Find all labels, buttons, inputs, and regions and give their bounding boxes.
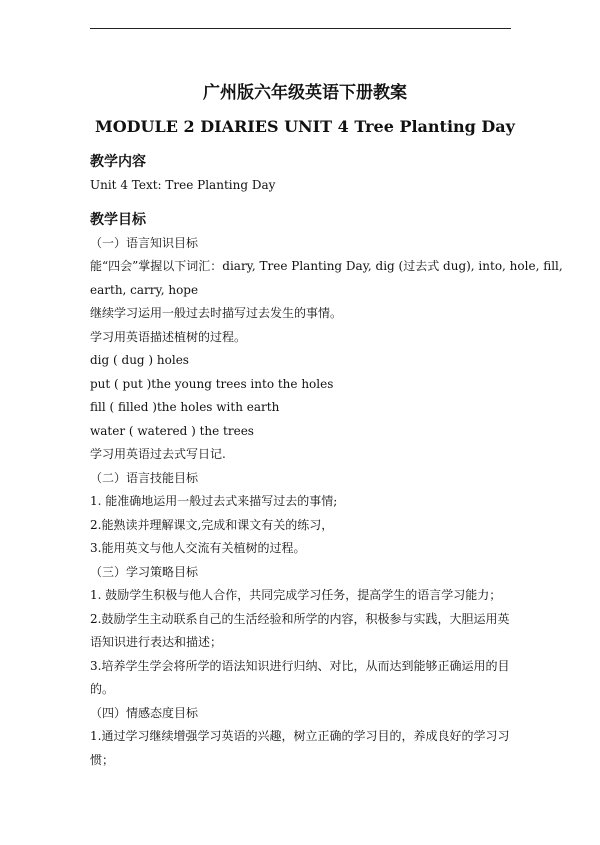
subsection-label-skills: （二）语言技能目标 (90, 470, 199, 485)
subsection-label-attitude: （四）情感态度目标 (90, 705, 199, 720)
subsection-label-strategy: （三）学习策略目标 (90, 564, 199, 579)
text-line: fill ( filled )the holes with earth (90, 400, 280, 414)
header-rule (90, 28, 511, 29)
section-text-content: Unit 4 Text: Tree Planting Day (90, 178, 276, 192)
subsection-label-knowledge: （一）语言知识目标 (90, 235, 199, 250)
section-heading-objectives: 教学目标 (90, 211, 146, 228)
section-heading-content: 教学内容 (90, 154, 146, 170)
text-line: 2.鼓励学生主动联系自己的生活经验和所学的内容，积极参与实践，大胆运用英 (90, 611, 510, 626)
text-line: 语知识进行表达和描述； (90, 635, 223, 649)
text-line: 2.能熟读并理解课文,完成和课文有关的练习， (90, 517, 334, 532)
text-line: 1. 鼓励学生积极与他人合作，共同完成学习任务，提高学生的语言学习能力； (90, 588, 502, 602)
text-line: 1.通过学习继续增强学习英语的兴趣，树立正确的学习目的，养成良好的学习习 (90, 729, 510, 743)
document-title: 广州版六年级英语下册教案 (203, 83, 407, 103)
text-line: 能“四会”掌握以下词汇：diary, Tree Planting Day, dig (过去式 dug), into, hole, fill, (90, 259, 563, 273)
text-line: dig ( dug ) holes (90, 353, 189, 367)
document-subtitle: MODULE 2 DIARIES UNIT 4 Tree Planting Day (95, 117, 515, 136)
text-line: 3.能用英文与他人交流有关植树的过程。 (90, 541, 306, 555)
text-line: water ( watered ) the trees (90, 423, 254, 438)
text-line: 的。 (90, 682, 115, 696)
text-line: 3.培养学生学会将所学的语法知识进行归纳、对比，从而达到能够正确运用的目 (90, 658, 510, 673)
text-line: earth, carry, hope (90, 282, 199, 297)
text-line: put ( put )the young trees into the holes (90, 376, 334, 391)
text-line: 1. 能准确地运用一般过去式来描写过去的事情; (90, 494, 338, 508)
text-line: 惯； (90, 752, 115, 767)
text-line: 学习用英语过去式写日记. (90, 447, 226, 461)
text-line: 继续学习运用一般过去时描写过去发生的事情。 (90, 306, 343, 320)
text-line: 学习用英语描述植树的过程。 (90, 329, 247, 344)
document-body (90, 72, 563, 772)
